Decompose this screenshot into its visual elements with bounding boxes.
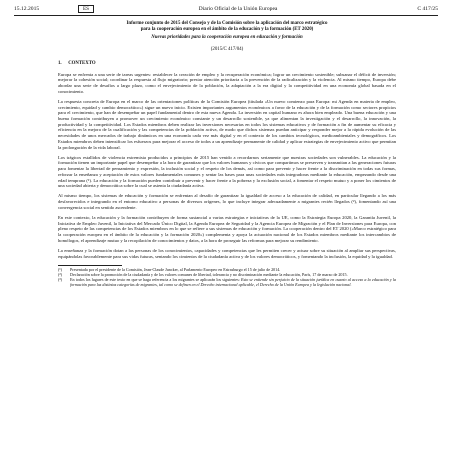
title-line: para la cooperación europea en el ámbito de la educación y la formación (ET 2020) — [140, 27, 314, 32]
footnote-rule — [58, 265, 122, 266]
language-badge: ES — [78, 5, 94, 14]
document-subtitle: Nuevas prioridades para la cooperación europea en educación y formación — [151, 35, 303, 40]
footnote-text: Presentada por el presidente de la Comisión, Jean-Claude Juncker, al Parlamento Europeo en Estrasburgo el 15 de julio de 2014. — [70, 267, 281, 272]
section-title: CONTEXTO — [68, 61, 96, 67]
title-line: Informe conjunto de 2015 del Consejo y de la Comisión sobre la aplicación del marco estratégico — [126, 21, 328, 26]
footnote-text-plain: En todos los lugares de este texto en que se haga referencia a los migrantes se aplicarán los siguientes: — [70, 277, 240, 282]
footnote-mark: (¹) — [58, 267, 62, 272]
document-body — [58, 21, 396, 287]
footnote-mark: (³) — [58, 277, 62, 282]
journal-title: Diario Oficial de la Unión Europea — [198, 6, 278, 12]
footnote-text — [70, 277, 396, 287]
body-paragraph: La respuesta concreta de Europa en el marco de las orientaciones políticas de la Comisión Europea (titulada «Un nuevo comienzo para Europa: mi Agenda en materia de empleo, crecimiento, equidad y cambio democrático») sigue un nuevo inicio. Existen importantes argumentos económicos a favor de la educación y de la formación como sectores propicios para el crecimiento, que han de desempeñar un papel fundamental dentro de esta nueva Agenda. La inversión en capital humano es ahora bien empleado. Una buena educación y una buena formación contribuyen a promover un crecimiento económico constante y un desarrollo sostenible, ya que alimentan la investigación y el desarrollo, la innovación, la productividad y la competitividad. Los Estados miembros deben realizar las inversiones necesarias en todos los sistemas educativos y de formación a fin de aumentar su eficacia y eficiencia en la mejora de la cualificación y las competencias de la población activa, de modo que dichos sistemas puedan anticipar y responder mejor a la rápida evolución de las necesidades de unos mercados de trabajo dinámicos en una economía cada vez más digital y en el contexto de los cambios tecnológicos, medioambientales y demográficos. Los Estados miembros deben intensificar los esfuerzos para mejorar el acceso de todos a un aprendizaje permanente de calidad y aplicar estrategias de envejecimiento activo que permitan la prolongación de la vida laboral. — [58, 98, 396, 150]
document-reference: (2015/C 417/04) — [210, 46, 244, 52]
publication-date: 15.12.2015 — [14, 6, 40, 12]
footnote — [58, 277, 396, 287]
page-reference: C 417/25 — [417, 6, 438, 12]
footnote-text-italic: Esto se entiende sin perjuicio de la situación jurídica en cuanto al acceso a la educación y la formación para las distintas categorías de migrantes, tal como se definen en el Derecho internacional aplicable, el Derecho de la Unión Europea y la legislación nacional. — [70, 277, 397, 287]
section-heading — [58, 61, 396, 67]
document-title — [58, 21, 396, 33]
section-number: 1. — [58, 61, 62, 67]
body-paragraph: En este contexto, la educación y la formación contribuyen de forma sustancial a varias estrategias e iniciativas de la UE, como la Estrategia Europa 2020, la Garantía Juvenil, la Iniciativa de Empleo Juvenil, la Iniciativa del Mercado Único Digital, la Agenda Europea de Seguridad y la Agencia Europea de Migración y el Plan de Inversiones para Europa, con pleno respeto de las competencias de los Estados miembros en lo que se refiere a sus sistemas de educación y formación. La cooperación dentro del ET 2020 («Marco estratégico para la cooperación europea en el ámbito de la educación y la formación 2020») complementa y apoya la actuación nacional de los Estados miembros mediante los intercambios de homólogos, el aprendizaje mutuo y la recopilación de conocimientos y datos, a la hora de proseguir las reformas para mejorar su rendimiento. — [58, 215, 396, 243]
body-paragraph: La enseñanza y la formación dotan a las personas de los conocimientos, capacidades y competencias que les permiten crecer y actuar sobre su situación al ampliar sus perspectivas, equipándolas favorablemente para sus vidas futuras, sentando los cimientos de la ciudadanía activa y de los valores democráticos, y fomentando la inclusión, la equidad y la igualdad. — [58, 248, 396, 259]
page-header — [14, 4, 438, 14]
footnote-text: Declaración sobre la promoción de la ciudadanía y de los valores comunes de libertad, tolerancia y no discriminación mediante la educación, París, 17 de marzo de 2015. — [70, 272, 348, 277]
body-paragraph: Al mismo tiempo, los sistemas de educación y formación se enfrentan al desafío de garantizar la igualdad de acceso a la educación de calidad, en particular llegando a los más desfavorecidos e integrando en el entorno educativo a personas de diversos orígenes, lo que incluye integrar adecuadamente a migrantes recién llegados (²), fomentando así una convergencia social en sentido ascendente. — [58, 193, 396, 210]
footnote-mark: (²) — [58, 272, 62, 277]
body-paragraph: Los trágicos estallidos de violencia extremista producidos a principios de 2015 han venido a recordarnos seriamente que nuestras sociedades son vulnerables. La educación y la formación tienen un importante papel que desempeñar a la hora de garantizar que los valores humanos y cívicos que compartimos se preserven y transmitan a las generaciones futuras para fomentar la libertad de pensamiento y expresión, la inclusión social y el respeto de los demás, así como para prevenir y hacer frente a la discriminación en todas sus formas, reforzar la enseñanza y aceptación de estos valores fundamentales comunes y sentar las bases para unas sociedades más integradoras mediante la educación, empezando desde una edad temprana (¹). La educación y la formación pueden contribuir a prevenir y hacer frente a la pobreza y la exclusión social, a fomentar el respeto mutuo y a poner los cimientos de una sociedad abierta y democrática sobre la cual se asienta la ciudadanía activa. — [58, 154, 396, 189]
header-rule — [14, 15, 438, 16]
body-paragraph: Europa se enfrenta a una serie de tareas urgentes: restablecer la creación de empleo y la recuperación económica; lograr un crecimiento sostenible; subsanar el déficit de inversión; mejorar la cohesión social; coordinar la respuesta al flujo migratorio; prestar atención prioritaria a la prevención de la radicalización y la violencia. Al mismo tiempo, Europa debe abordar una serie de desafíos a largo plazo, como el envejecimiento de la población, la adaptación a la era digital y la competitividad en una economía global basada en el conocimiento. — [58, 71, 396, 94]
